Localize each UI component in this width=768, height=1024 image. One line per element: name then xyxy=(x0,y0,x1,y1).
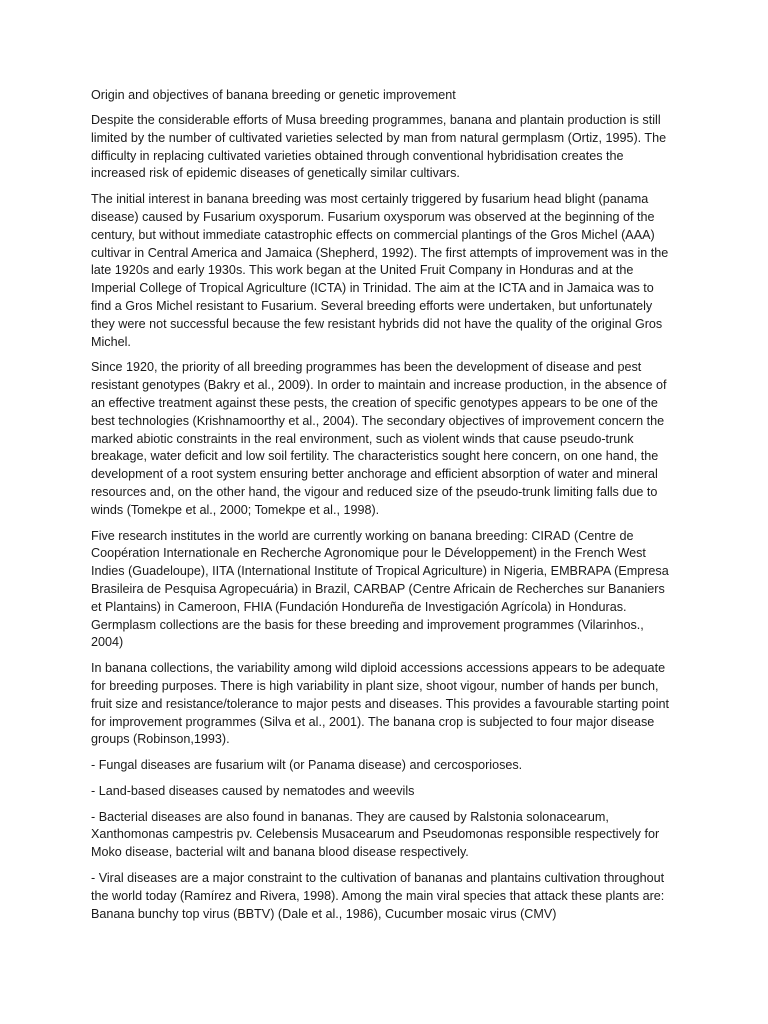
list-item-bacterial: - Bacterial diseases are also found in bananas. They are caused by Ralstonia solonacearum, Xanthomonas campestris pv. Celebensis Musacearum and Pseudomonas responsible respectively for Moko disease, bacterial wilt and banana blood disease respectively. xyxy=(91,809,660,860)
paragraph-institutes: Five research institutes in the world are currently working on banana breeding: CIRAD (Centre de Coopération Internationale en Recherche Agronomique pour le Développement) in the French West Indies (Guadeloupe), IITA (International Institute of Tropical Agriculture) in Nigeria, EMBRAPA (Empresa Brasileira de Pesquisa Agropecuária) in Brazil, CARBAP (Centre Africain de Recherches sur Bananiers et Plantains) in Cameroon, FHIA (Fundación Hondureña de Investigación Agrícola) in Honduras. Germplasm collections are the basis for these breeding and improvement programmes (Vilarinhos., 2004) xyxy=(91,528,669,650)
paragraph-intro: Despite the considerable efforts of Musa breeding programmes, banana and plantain production is still limited by the number of cultivated varieties selected by man from natural germplasm (Ortiz, 1995). The difficulty in replacing cultivated varieties obtained through conventional hybridisation creates the increased risk of epidemic diseases of genetically similar cultivars. xyxy=(91,113,667,181)
document-heading: Origin and objectives of banana breeding or genetic improvement xyxy=(91,88,456,102)
paragraph-priorities: Since 1920, the priority of all breeding programmes has been the development of disease and pest resistant genotypes (Bakry et al., 2009). In order to maintain and increase production, in the absence of an effective treatment against these pests, the creation of specific genotypes appears to be one of the best technologies (Krishnamoorthy et al., 2004). The secondary objectives of improvement concern the marked abiotic constraints in the real environment, such as violent winds that cause pseudo-trunk breakage, water deficit and low soil fertility. The characteristics sought here concern, on one hand, the development of a root system ensuring better anchorage and efficient absorption of water and mineral resources and, on the other hand, the vigour and reduced size of the pseudo-trunk limiting falls due to winds (Tomekpe et al., 2000; Tomekpe et al., 1998). xyxy=(91,360,667,517)
paragraph-history: The initial interest in banana breeding was most certainly triggered by fusarium head blight (panama disease) caused by Fusarium oxysporum. Fusarium oxysporum was observed at the beginning of the century, but without immediate catastrophic effects on commercial plantings of the Gros Michel (AAA) cultivar in Central America and Jamaica (Shepherd, 1992). The first attempts of improvement was in the late 1920s and early 1930s. This work began at the United Fruit Company in Honduras and at the Imperial College of Tropical Agriculture (ICTA) in Trinidad. The aim at the ICTA and in Jamaica was to find a Gros Michel resistant to Fusarium. Several breeding efforts were undertaken, but unfortunately they were not successful because the few resistant hybrids did not have the quality of the original Gros Michel. xyxy=(91,192,669,349)
list-item-land-based: - Land-based diseases caused by nematodes and weevils xyxy=(91,783,415,798)
list-item-viral: - Viral diseases are a major constraint to the cultivation of bananas and plantains cultivation throughout the world today (Ramírez and Rivera, 1998). Among the main viral species that attack these plants are: Banana bunchy top virus (BBTV) (Dale et al., 1986), Cucumber mosaic virus (CMV) xyxy=(91,871,665,921)
paragraph-collections: In banana collections, the variability among wild diploid accessions accessions appears to be adequate for breeding purposes. There is high variability in plant size, shoot vigour, number of hands per bunch, fruit size and resistance/tolerance to major pests and diseases. This provides a favourable starting point for improvement programmes (Silva et al., 2001). The banana crop is subjected to four major disease groups (Robinson,1993). xyxy=(91,661,669,747)
list-item-fungal: - Fungal diseases are fusarium wilt (or Panama disease) and cercosporioses. xyxy=(91,758,523,773)
